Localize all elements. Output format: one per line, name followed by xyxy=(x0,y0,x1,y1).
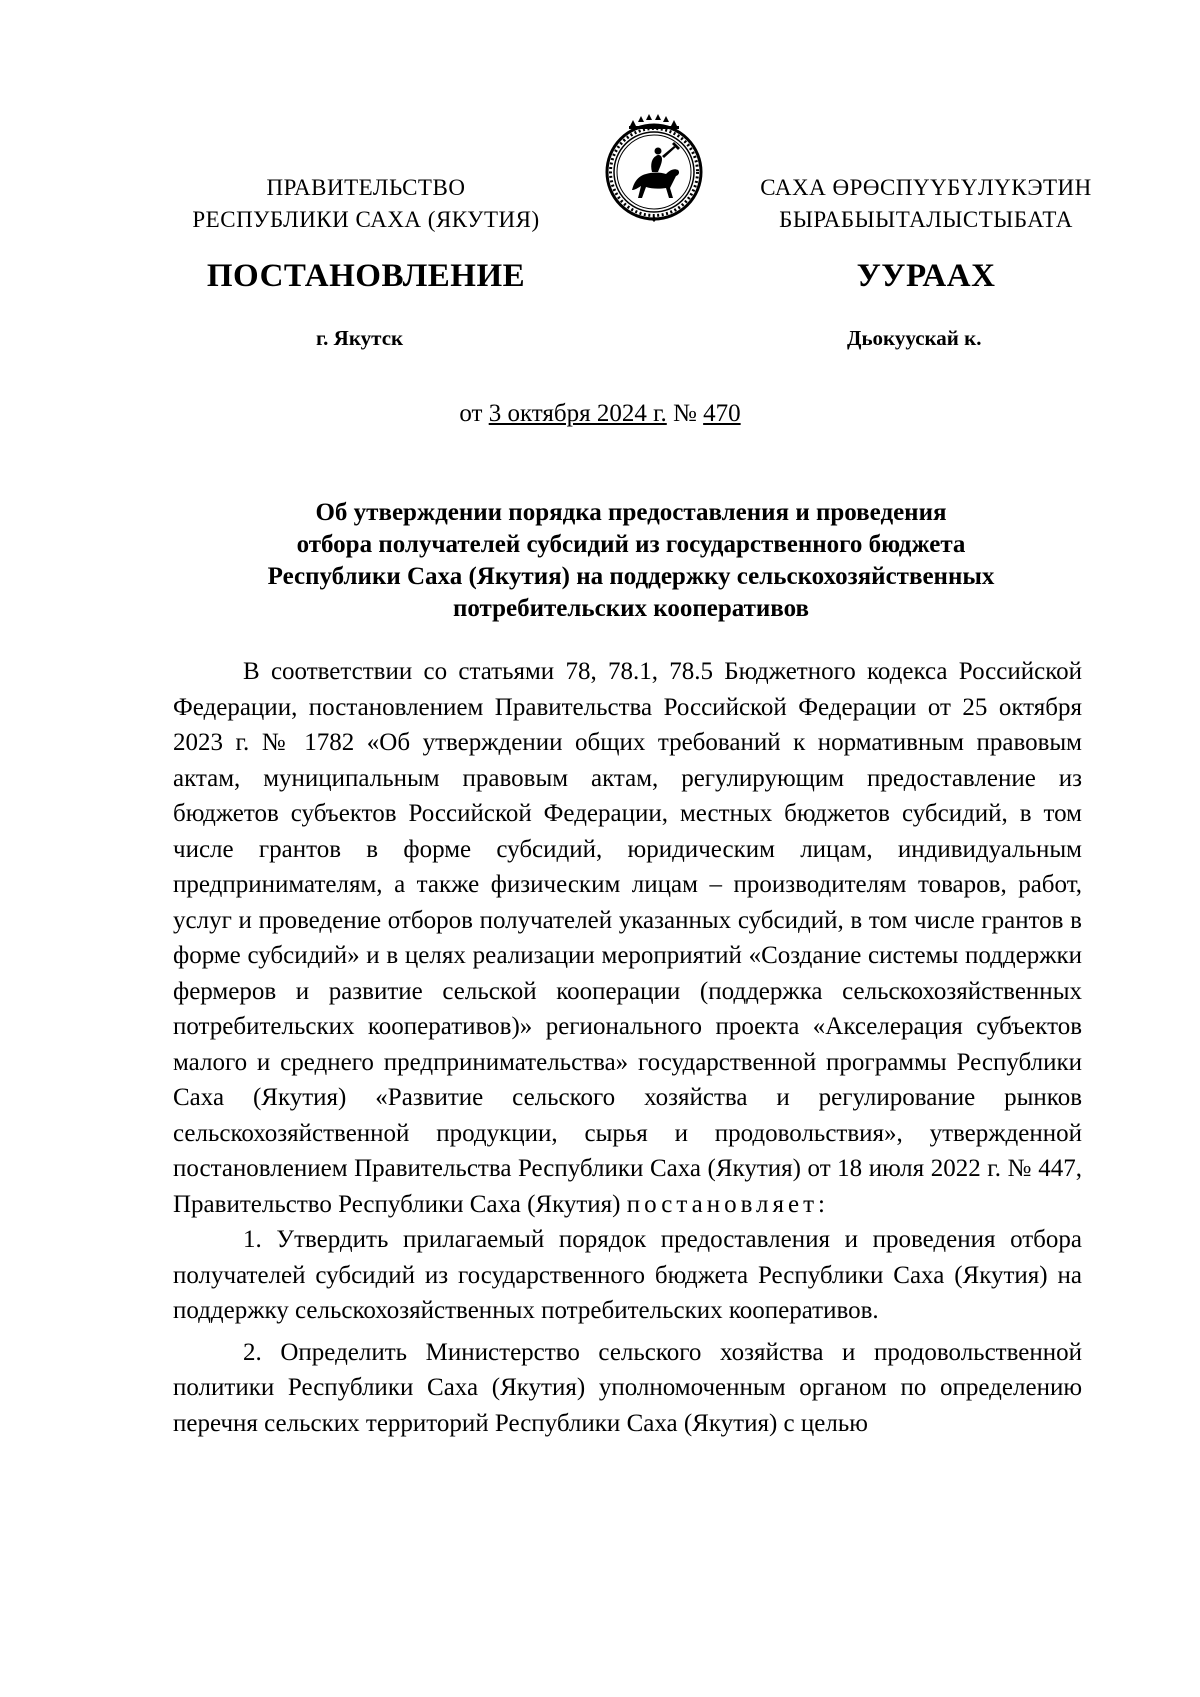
document-type-yakut: УУРААХ xyxy=(856,258,996,294)
resolves-word: постановляет: xyxy=(626,1190,829,1218)
document-date: 3 октября 2024 г. xyxy=(488,400,667,427)
issuer-yakut xyxy=(730,172,1122,236)
number-sign: № xyxy=(666,400,704,427)
document-number: 470 xyxy=(703,400,741,427)
document-body xyxy=(173,654,1082,1441)
document-title-line: Об утверждении порядка предоставления и проведения xyxy=(315,499,947,526)
issuer-yakut-line1: САХА ӨРӨСПҮҮБҮЛҮКЭТИН xyxy=(760,175,1092,200)
document-date-number xyxy=(0,398,1200,430)
document-title-line: отбора получателей субсидий из государственного бюджета xyxy=(296,531,966,558)
preamble-text: В соответствии со статьями 78, 78.1, 78.5 Бюджетного кодекса Российской Федерации, постановлением Правительства Российской Федерации от 25 октября 2023 г. № 1782 «Об утверждении общих требований к нормативным правовым актам, муниципальным правовым актам, регулирующим предоставление из бюджетов субъектов Российской Федерации, местных бюджетов субсидий, в том числе грантов в форме субсидий, юридическим лицам, индивидуальным предпринимателям, а также физическим лицам – производителям товаров, работ, услуг и проведение отборов получателей указанных субсидий, в том числе грантов в форме субсидий» и в целях реализации мероприятий «Создание системы поддержки фермеров и развитие сельской кооперации (поддержка сельскохозяйственных потребительских кооперативов)» регионального проекта «Акселерация субъектов малого и среднего предпринимательства» государственной программы Республики Саха (Якутия) «Развитие сельского хозяйства и регулирование рынков сельскохозяйственной продукции, сырья и продовольствия», утвержденной постановлением Правительства Республики Саха (Якутия) от 18 июля 2022 г. № 447, Правительство Республики Саха (Якутия) xyxy=(173,658,1082,1218)
city-yakut: Дьокуускай к. xyxy=(847,326,982,350)
document-title xyxy=(180,497,1082,625)
yakutia-coat-of-arms-icon xyxy=(600,112,708,224)
issuer-yakut-line2: БЫРАБЫЫТАЛЫСТЫБАТА xyxy=(779,207,1073,232)
issuer-russian-line1: ПРАВИТЕЛЬСТВО xyxy=(266,175,466,200)
document-title-line: Республики Саха (Якутия) на поддержку сельскохозяйственных xyxy=(267,563,995,590)
city-russian: г. Якутск xyxy=(316,326,404,350)
item-2-paragraph: 2. Определить Министерство сельского хозяйства и продовольственной политики Республики Саха (Якутия) уполномоченным органом по определению перечня сельских территорий Республики Саха (Якутия) с целью xyxy=(173,1338,1082,1437)
item-1-paragraph: 1. Утвердить прилагаемый порядок предоставления и проведения отбора получателей субсидий из государственного бюджета Республики Саха (Якутия) на поддержку сельскохозяйственных потребительских кооперативов. xyxy=(173,1226,1082,1324)
issuer-russian xyxy=(180,172,552,236)
document-type-russian: ПОСТАНОВЛЕНИЕ xyxy=(206,258,526,294)
document-title-line: потребительских кооперативов xyxy=(452,595,810,622)
date-prefix: от xyxy=(459,400,489,427)
preamble-paragraph xyxy=(173,654,1082,1222)
issuer-russian-line2: РЕСПУБЛИКИ САХА (ЯКУТИЯ) xyxy=(192,207,540,232)
